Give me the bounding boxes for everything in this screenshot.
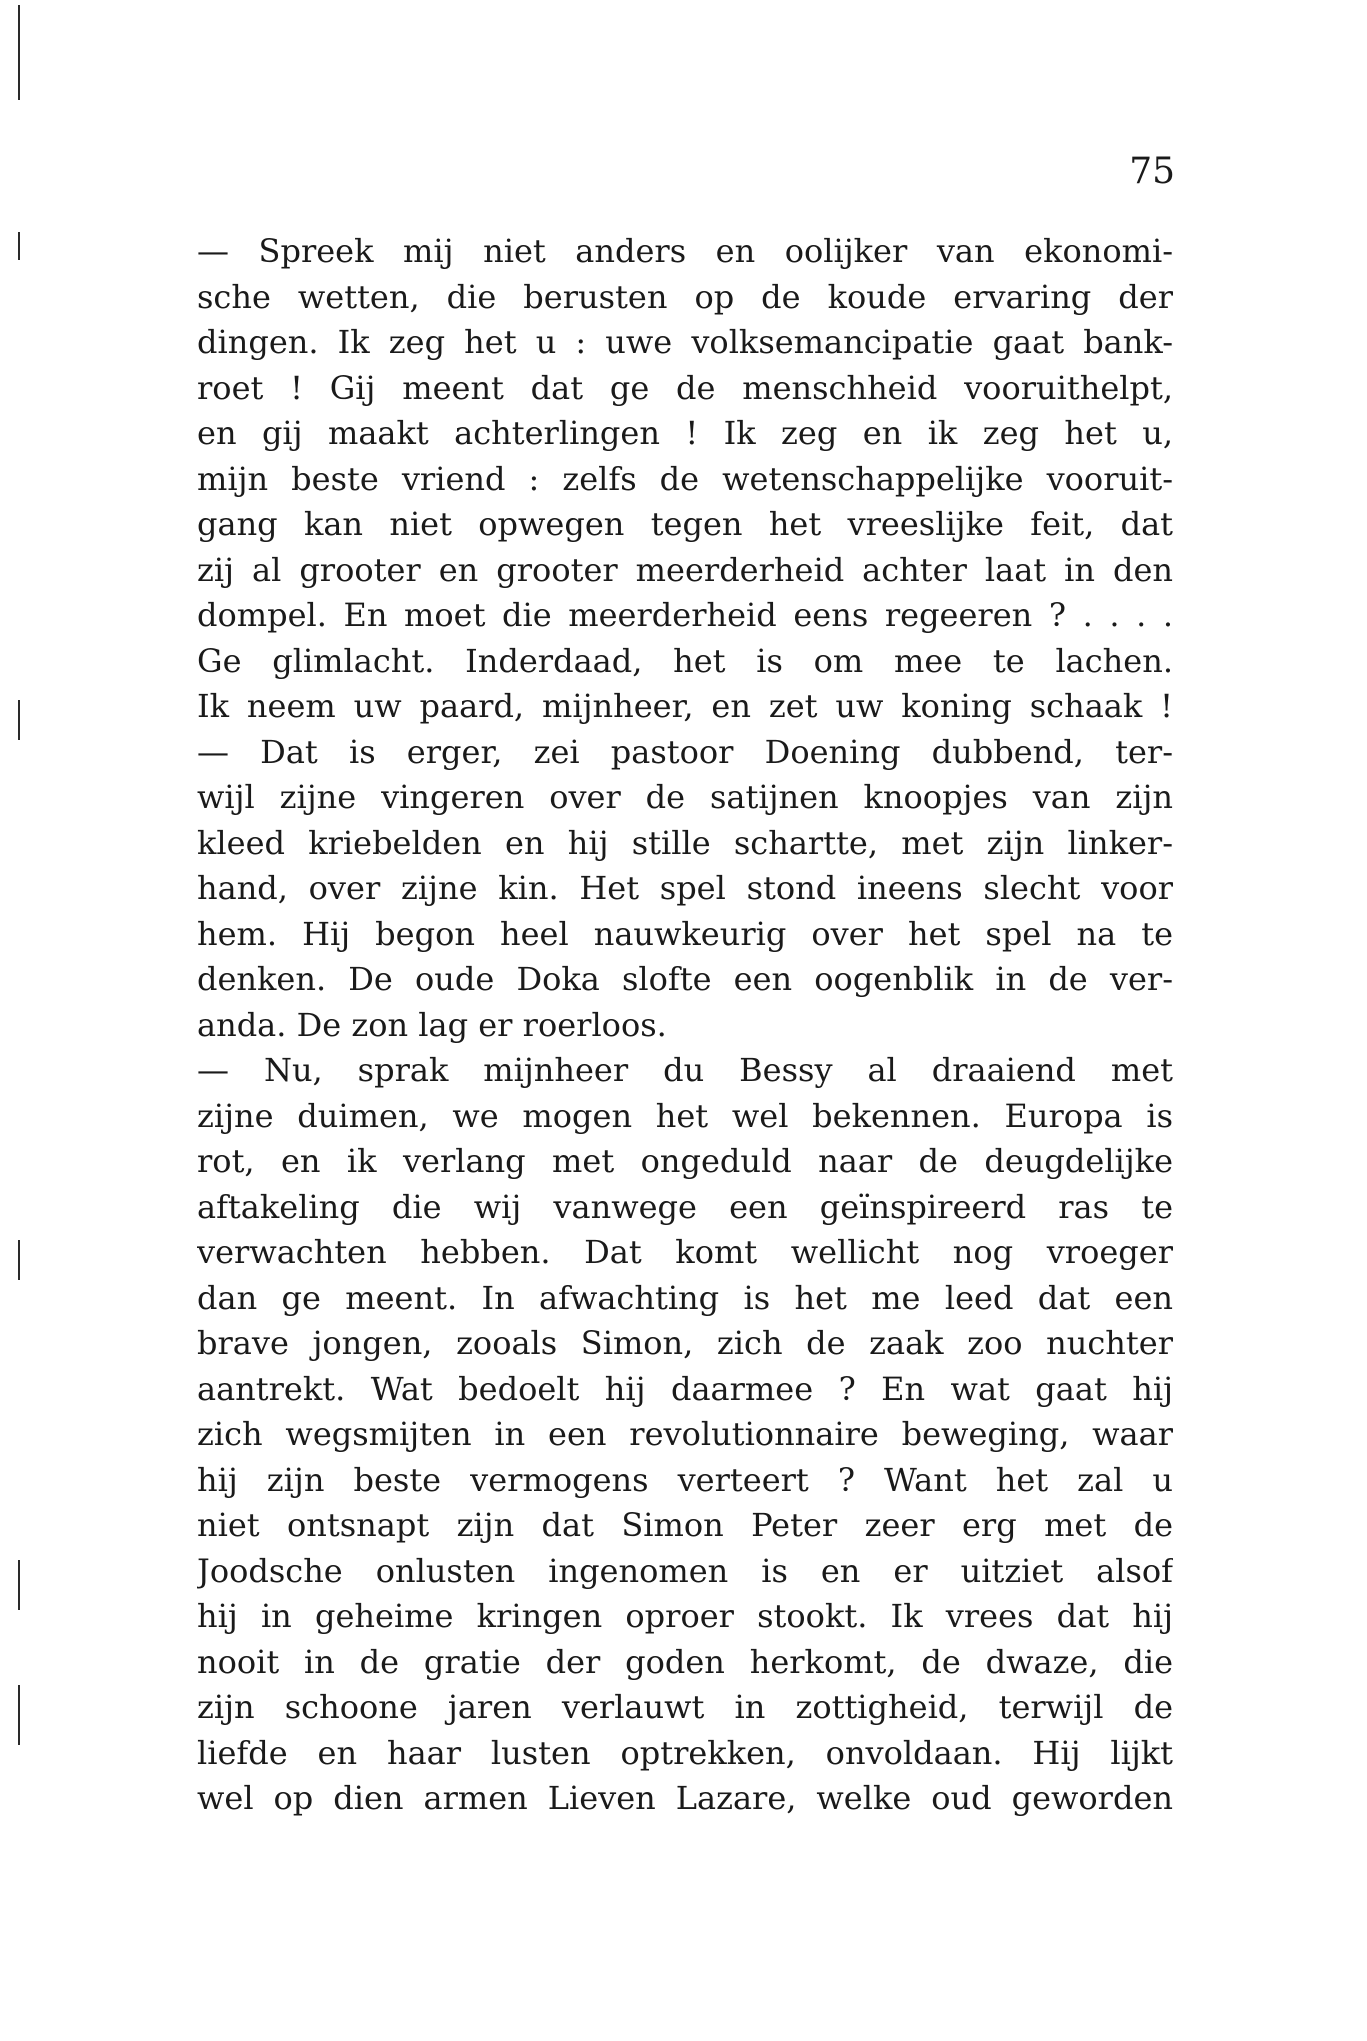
- body-text: [197, 229, 1173, 1822]
- text-line: aantrekt. Wat bedoelt hij daarmee ? En wat gaat hij: [197, 1369, 1173, 1408]
- text-line: dingen. Ik zeg het u : uwe volksemancipatie gaat bank-: [197, 323, 1173, 361]
- text-line: — Spreek mij niet anders en oolijker van ekonomi-: [197, 232, 1173, 270]
- scan-margin-marks: [18, 0, 38, 2041]
- text-line: zich wegsmijten in een revolutionnaire beweging, waar: [197, 1415, 1173, 1453]
- text-line: hand, over zijne kin. Het spel stond ineens slecht voor: [197, 869, 1173, 907]
- text-line: wijl zijne vingeren over de satijnen knoopjes van zijn: [197, 778, 1173, 816]
- text-line: niet ontsnapt zijn dat Simon Peter zeer erg met de: [197, 1506, 1173, 1544]
- text-line: hem. Hij begon heel nauwkeurig over het spel na te: [197, 914, 1173, 953]
- text-line: anda. De zon lag er roerloos.: [197, 1005, 667, 1044]
- text-line: roet ! Gij meent dat ge de menschheid vooruithelpt,: [197, 368, 1173, 407]
- text-line: nooit in de gratie der goden herkomt, de dwaze, die: [197, 1642, 1173, 1681]
- text-line: zijn schoone jaren verlauwt in zottigheid, terwijl de: [197, 1688, 1173, 1726]
- text-line: liefde en haar lusten optrekken, onvoldaan. Hij lijkt: [197, 1733, 1173, 1772]
- text-line: Ge glimlacht. Inderdaad, het is om mee te lachen.: [197, 641, 1173, 680]
- text-line: denken. De oude Doka slofte een oogenblik in de ver-: [197, 960, 1173, 998]
- text-line: kleed kriebelden en hij stille schartte, met zijn linker-: [197, 823, 1173, 862]
- text-line: Joodsche onlusten ingenomen is en er uitziet alsof: [197, 1551, 1173, 1590]
- text-line: wel op dien armen Lieven Lazare, welke oud geworden: [197, 1779, 1173, 1817]
- text-line: dan ge meent. In afwachting is het me leed dat een: [197, 1278, 1173, 1317]
- text-line: hij zijn beste vermogens verteert ? Want het zal u: [197, 1460, 1173, 1499]
- text-line: Ik neem uw paard, mijnheer, en zet uw koning schaak !: [197, 687, 1173, 725]
- text-line: brave jongen, zooals Simon, zich de zaak zoo nuchter: [197, 1324, 1173, 1362]
- text-line: mijn beste vriend : zelfs de wetenschappelijke vooruit-: [197, 459, 1173, 498]
- text-line: verwachten hebben. Dat komt wellicht nog vroeger: [197, 1233, 1173, 1271]
- text-line: — Dat is erger, zei pastoor Doening dubbend, ter-: [197, 732, 1173, 771]
- text-line: gang kan niet opwegen tegen het vreeslijke feit, dat: [197, 505, 1173, 543]
- text-line: dompel. En moet die meerderheid eens regeeren ? . . . .: [197, 596, 1173, 634]
- text-line: rot, en ik verlang met ongeduld naar de deugdelijke: [197, 1142, 1173, 1180]
- text-line: en gij maakt achterlingen ! Ik zeg en ik zeg het u,: [197, 414, 1173, 452]
- text-line: hij in geheime kringen oproer stookt. Ik vrees dat hij: [197, 1597, 1173, 1635]
- text-line: zijne duimen, we mogen het wel bekennen. Europa is: [197, 1096, 1173, 1135]
- text-line: — Nu, sprak mijnheer du Bessy al draaiend met: [197, 1051, 1173, 1089]
- text-line: aftakeling die wij vanwege een geïnspireerd ras te: [197, 1187, 1173, 1226]
- page-number: 75: [1129, 151, 1175, 192]
- text-line: sche wetten, die berusten op de koude ervaring der: [197, 277, 1173, 316]
- text-line: zij al grooter en grooter meerderheid achter laat in den: [197, 550, 1173, 589]
